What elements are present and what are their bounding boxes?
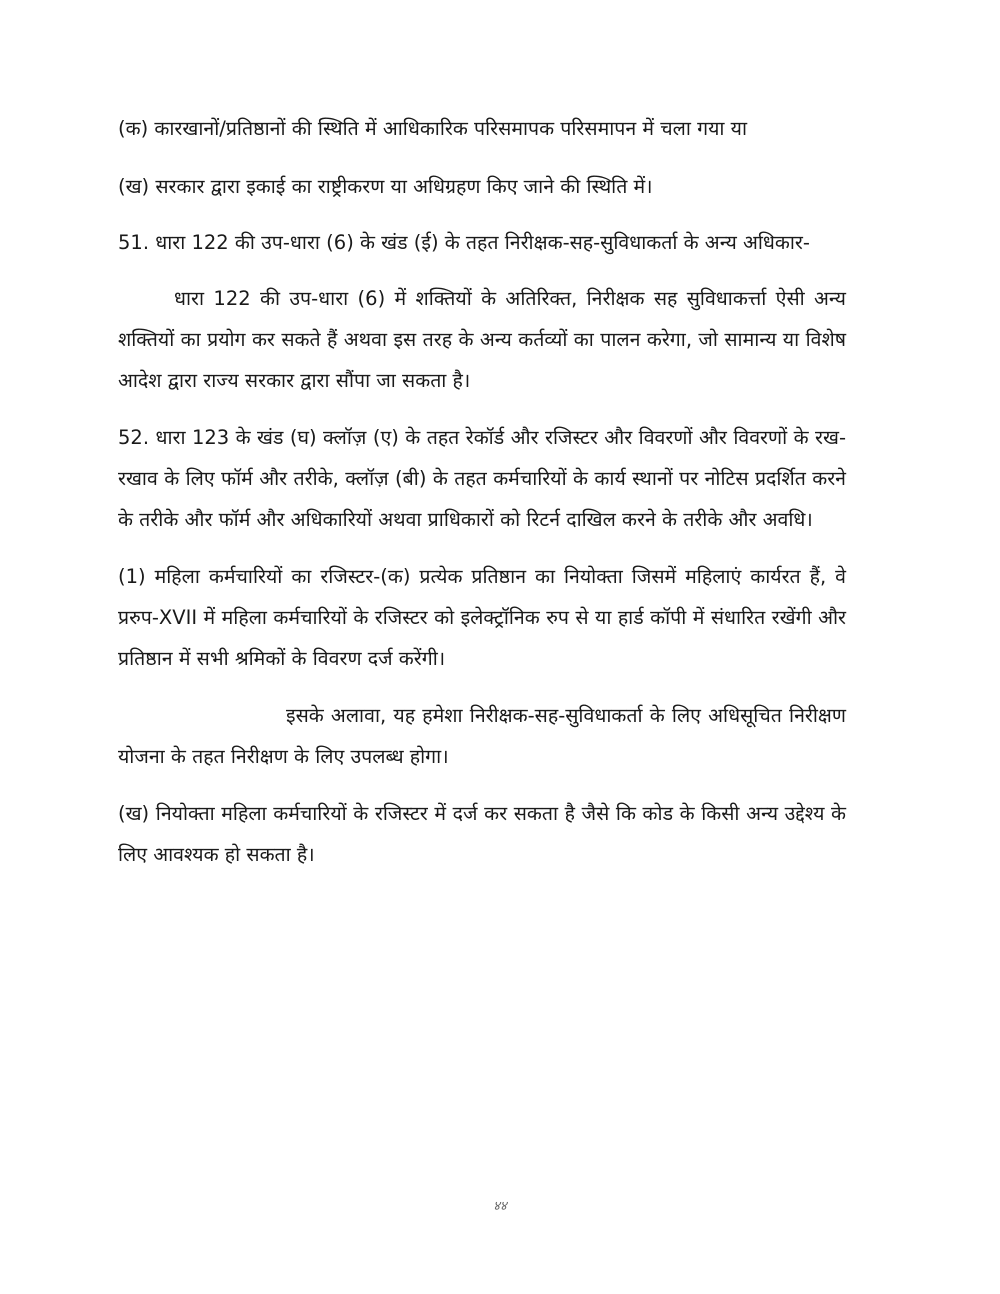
- clause-kha-employer-entry: (ख) नियोक्ता महिला कर्मचारियों के रजिस्टर में दर्ज कर सकता है जैसे कि कोड के किसी अन्य उद्देश्य के लिए आवश्यक हो सकता है।: [118, 802, 846, 866]
- inspection-availability-note: इसके अलावा, यह हमेशा निरीक्षक-सह-सुविधाकर्ता के लिए अधिसूचित निरीक्षण योजना के तहत निरीक्षण के लिए उपलब्ध होगा।: [118, 704, 846, 768]
- section-52-heading: 52. धारा 123 के खंड (घ) क्लॉज़ (ए) के तहत रेकॉर्ड और रजिस्टर और विवरणों और विवरणों के रख-रखाव के लिए फॉर्म और तरीके, क्लॉज़ (बी) के तहत कर्मचारियों के कार्य स्थानों पर नोटिस प्रदर्शित करने के तरीके और फॉर्म और अधिकारियों अथवा प्राधिकारों को रिटर्न दाखिल करने के तरीके और अवधि।: [118, 426, 846, 531]
- section-51-heading: 51. धारा 122 की उप-धारा (6) के खंड (ई) के तहत निरीक्षक-सह-सुविधाकर्ता के अन्य अधिकार-: [118, 231, 810, 254]
- subsection-1-women-register: (1) महिला कर्मचारियों का रजिस्टर-(क) प्रत्येक प्रतिष्ठान का नियोक्ता जिसमें महिलाएं कार्यरत हैं, वे प्ररुप-XVII में महिला कर्मचारियों के रजिस्टर को इलेक्ट्रॉनिक रुप से या हार्ड कॉपी में संधारित रखेंगी और प्रतिष्ठान में सभी श्रमिकों के विवरण दर्ज करेंगी।: [118, 565, 846, 670]
- clause-ka-liquidation: (क) कारखानों/प्रतिष्ठानों की स्थिति में आधिकारिक परिसमापक परिसमापन में चला गया या: [118, 117, 748, 140]
- clause-kha-nationalisation: (ख) सरकार द्वारा इकाई का राष्ट्रीकरण या अधिग्रहण किए जाने की स्थिति में।: [118, 175, 653, 198]
- section-51-body: धारा 122 की उप-धारा (6) में शक्तियों के अतिरिक्त, निरीक्षक सह सुविधाकर्त्ता ऐसी अन्य शक्तियों का प्रयोग कर सकते हैं अथवा इस तरह के अन्य कर्तव्यों का पालन करेगा, जो सामान्य या विशेष आदेश द्वारा राज्य सरकार द्वारा सौंपा जा सकता है।: [118, 287, 846, 392]
- page-number: ४४: [493, 1199, 507, 1214]
- document-body: [118, 108, 846, 875]
